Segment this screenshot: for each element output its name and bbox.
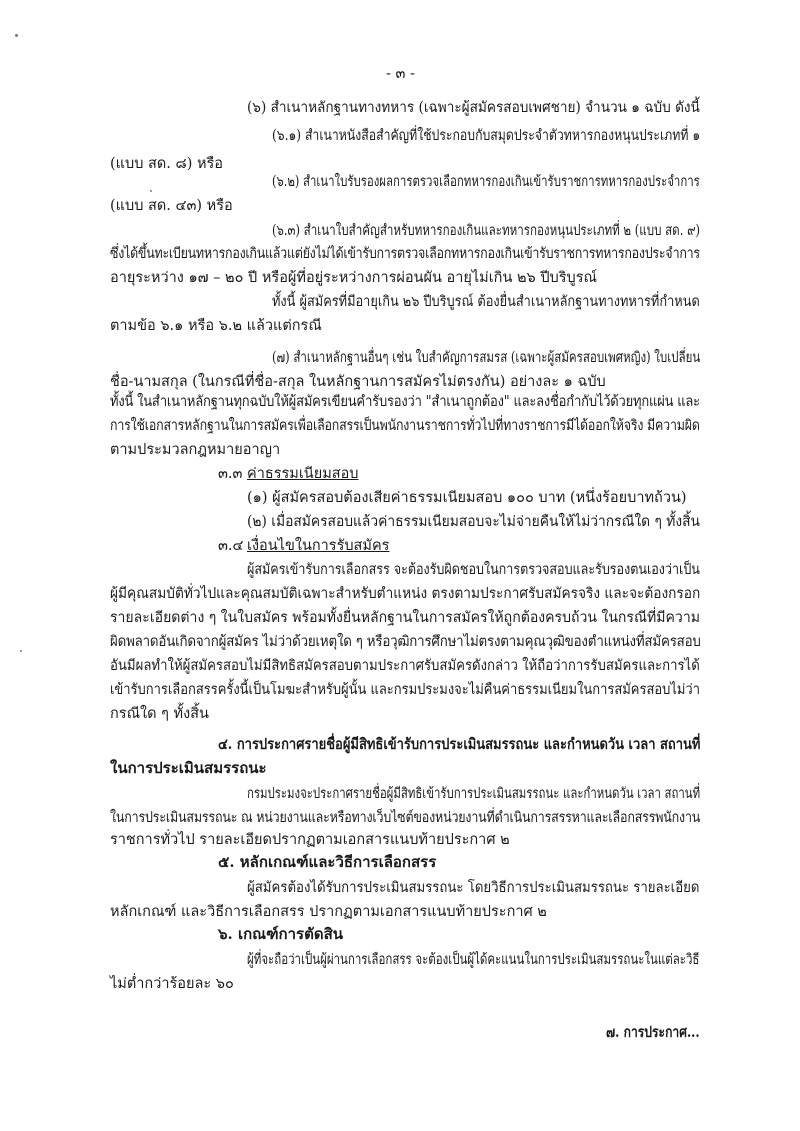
doc-line: ไม่ต่ำกว่าร้อยละ ๖๐ [110, 976, 234, 992]
doc-line: ราชการทั่วไป รายละเอียดปรากฏตามเอกสารแนบท้ายประกาศ ๒ [110, 832, 510, 848]
section-heading-4: ๔. การประกาศรายชื่อผู้มีสิทธิเข้ารับการประเมินสมรรถนะ และกำหนดวัน เวลา สถานที่ [218, 735, 701, 753]
doc-line: (๖.๓) สำเนาใบสำคัญสำหรับทหารกองเกินและทหารกองหนุนประเภทที่ ๒ (แบบ สด. ๙) [272, 223, 701, 239]
section-heading-4-cont: ในการประเมินสมรรถนะ [110, 759, 267, 777]
doc-line: การใช้เอกสารหลักฐานในการสมัครเพื่อเลือกสรรเป็นพนักงานราชการทั่วไปที่ทางราชการมีได้ออกให้จริง มีความผิด [110, 418, 700, 434]
doc-line: (๒) เมื่อสมัครสอบแล้วค่าธรรมเนียมสอบจะไม่จ่ายคืนให้ไม่ว่ากรณีใด ๆ ทั้งสิ้น [247, 514, 700, 530]
section-heading-6: ๖. เกณฑ์การตัดสิน [218, 925, 343, 943]
doc-line: อายุระหว่าง ๑๗ – ๒๐ ปี หรือผู้ที่อยู่ระหว่างการผ่อนผัน อายุไม่เกิน ๒๖ ปีบริบูรณ์ [110, 270, 597, 286]
doc-line: ผู้สมัครเข้ารับการเลือกสรร จะต้องรับผิดชอบในการตรวจสอบและรับรองตนเองว่าเป็น [247, 562, 700, 578]
scan-speck [150, 190, 152, 192]
section-heading-5: ๕. หลักเกณฑ์และวิธีการเลือกสรร [218, 853, 437, 871]
doc-line: (๗) สำเนาหลักฐานอื่นๆ เช่น ใบสำคัญการสมรส (เฉพาะผู้สมัครสอบเพศหญิง) ใบเปลี่ยน [272, 350, 701, 366]
section-number: ๓.๓ [218, 466, 243, 482]
scan-speck [20, 650, 22, 652]
doc-line: ผิดพลาดอันเกิดจากผู้สมัคร ไม่ว่าด้วยเหตุใด ๆ หรือวุฒิการศึกษาไม่ตรงตามคุณวุฒิของตำแหน่งที่สมัครสอบ [110, 634, 701, 650]
doc-line: หลักเกณฑ์ และวิธีการเลือกสรร ปรากฏตามเอกสารแนบท้ายประกาศ ๒ [110, 904, 547, 920]
doc-line: ทั้งนี้ ผู้สมัครที่มีอายุเกิน ๒๖ ปีบริบูรณ์ ต้องยื่นสำเนาหลักฐานทางทหารที่กำหนด [272, 294, 700, 310]
doc-line: ทั้งนี้ ในสำเนาหลักฐานทุกฉบับให้ผู้สมัครเขียนคำรับรองว่า "สำเนาถูกต้อง" และลงชื่อกำกับไว้ด้วยทุกแผ่น และ [110, 394, 700, 410]
doc-line: กรณีใด ๆ ทั้งสิ้น [110, 706, 209, 722]
doc-line: เข้ารับการเลือกสรรครั้งนี้เป็นโมฆะสำหรับผู้นั้น และกรมประมงจะไม่คืนค่าธรรมเนียมในการสมัครสอบไม่ว่า [110, 682, 700, 698]
doc-line: (๖.๑) สำเนาหนังสือสำคัญที่ใช้ประกอบกับสมุดประจำตัวทหารกองหนุนประเภทที่ ๑ [272, 128, 701, 144]
doc-line: ผู้มีคุณสมบัติทั่วไปและคุณสมบัติเฉพาะสำหรับตำแหน่ง ตรงตามประกาศรับสมัครจริง และจะต้องกรอก [110, 586, 701, 602]
doc-line: (๖.๒) สำเนาใบรับรองผลการตรวจเลือกทหารกองเกินเข้ารับราชการทหารกองประจำการ [272, 174, 700, 190]
section-heading: เงื่อนไขในการรับสมัคร [247, 538, 390, 554]
doc-line: ซึ่งได้ขึ้นทะเบียนทหารกองเกินแล้วแต่ยังไม่ได้เข้ารับการตรวจเลือกทหารกองเกินเข้ารับราชการทหารกองประจำการ [110, 246, 700, 262]
doc-line: รายละเอียดต่าง ๆ ในใบสมัคร พร้อมทั้งยื่นหลักฐานในการสมัครให้ถูกต้องครบถ้วน ในกรณีที่มีความ [110, 610, 700, 626]
doc-line: (แบบ สด. ๘) หรือ [110, 156, 224, 172]
section-heading: ค่าธรรมเนียมสอบ [247, 466, 359, 482]
page-continuation: ๗. การประกาศ... [606, 1023, 700, 1041]
doc-line: ในการประเมินสมรรถนะ ณ หน่วยงานและหรือทางเว็บไซต์ของหน่วยงานที่ดำเนินการสรรหาและเลือกสรรพนักงาน [110, 810, 701, 826]
doc-line: (๑) ผู้สมัครสอบต้องเสียค่าธรรมเนียมสอบ ๑๐๐ บาท (หนึ่งร้อยบาทถ้วน) [247, 490, 687, 506]
doc-line: (๖) สำเนาหลักฐานทางทหาร (เฉพาะผู้สมัครสอบเพศชาย) จำนวน ๑ ฉบับ ดังนี้ [247, 100, 700, 116]
doc-line: (แบบ สด. ๔๓) หรือ [110, 198, 233, 214]
doc-line: กรมประมงจะประกาศรายชื่อผู้มีสิทธิเข้ารับการประเมินสมรรถนะ และกำหนดวัน เวลา สถานที่ [247, 786, 701, 802]
doc-line: ชื่อ-นามสกุล (ในกรณีที่ชื่อ-สกุล ในหลักฐานการสมัครไม่ตรงกัน) อย่างละ ๑ ฉบับ [110, 374, 606, 390]
page-number: - ๓ - [386, 66, 415, 82]
section-number: ๓.๔ [218, 538, 244, 554]
doc-line: ตามข้อ ๖.๑ หรือ ๖.๒ แล้วแต่กรณี [110, 318, 322, 334]
doc-line: ผู้ที่จะถือว่าเป็นผู้ผ่านการเลือกสรร จะต้องเป็นผู้ได้คะแนนในการประเมินสมรรถนะในแต่ละวิธี [247, 952, 700, 968]
doc-line: ตามประมวลกฎหมายอาญา [110, 442, 281, 458]
doc-line: อันมีผลทำให้ผู้สมัครสอบไม่มีสิทธิสมัครสอบตามประกาศรับสมัครดังกล่าว ให้ถือว่าการรับสมัครและการได้ [110, 658, 700, 674]
scan-speck [15, 34, 18, 37]
doc-line: ผู้สมัครต้องได้รับการประเมินสมรรถนะ โดยวิธีการประเมินสมรรถนะ รายละเอียด [247, 880, 700, 896]
